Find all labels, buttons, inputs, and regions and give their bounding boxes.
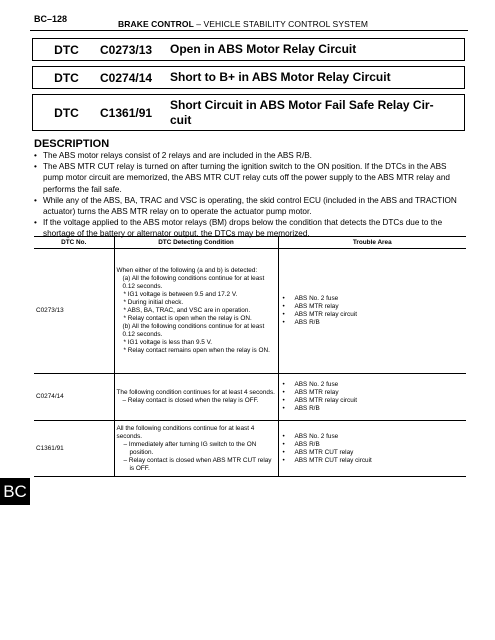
condition-line: All the following conditions continue for at least 4 seconds. — [116, 424, 255, 440]
dtc-number-cell: C1361/91 — [34, 421, 114, 477]
condition-line: When either of the following (a and b) is detected: — [116, 267, 258, 274]
trouble-area-item: • ABS R/B — [283, 319, 465, 327]
condition-line: (b) All the following conditions continue for at least 0.12 seconds. — [122, 323, 265, 338]
trouble-area-item: • ABS R/B — [283, 441, 465, 449]
column-header: DTC Detecting Condition — [114, 237, 278, 249]
trouble-area-cell — [278, 374, 466, 421]
condition-line: – Relay contact is closed when the relay is OFF. — [122, 397, 259, 404]
dtc-label: DTC — [54, 42, 79, 57]
dtc-title: Short Circuit in ABS Motor Fail Safe Relay Cir-cuit — [170, 97, 434, 127]
condition-line: * During initial check. — [123, 299, 184, 306]
trouble-area-item: • ABS No. 2 fuse — [283, 381, 465, 389]
dtc-table — [34, 236, 466, 477]
condition-cell — [114, 374, 278, 421]
dtc-number-cell: C0274/14 — [34, 374, 114, 421]
condition-line: The following condition continues for at least 4 seconds. — [116, 389, 275, 396]
description-heading: DESCRIPTION — [34, 138, 110, 150]
trouble-area-item: • ABS R/B — [283, 405, 465, 413]
description-item: • The ABS motor relays consist of 2 relays and are included in the ABS R/B. — [34, 150, 466, 161]
trouble-area-list — [281, 295, 465, 327]
dtc-code: C1361/91 — [100, 105, 153, 120]
table-row — [34, 374, 466, 421]
trouble-area-item: • ABS MTR relay — [283, 389, 465, 397]
condition-line: – Immediately after turning IG switch to the ON position. — [123, 440, 257, 456]
trouble-area-item: • ABS MTR relay — [283, 303, 465, 311]
dtc-label: DTC — [54, 105, 79, 120]
section-subtitle: – VEHICLE STABILITY CONTROL SYSTEM — [196, 19, 369, 29]
dtc-title: Short to B+ in ABS Motor Relay Circuit — [170, 70, 391, 84]
trouble-area-list — [281, 433, 465, 465]
dtc-title-box — [32, 38, 465, 61]
trouble-area-item: • ABS MTR CUT relay circuit — [283, 457, 465, 465]
trouble-area-item: • ABS MTR CUT relay — [283, 449, 465, 457]
dtc-label: DTC — [54, 70, 79, 85]
header-rule — [30, 30, 468, 31]
trouble-area-item: • ABS No. 2 fuse — [283, 295, 465, 303]
condition-line: * Relay contact remains open when the relay is ON. — [123, 347, 270, 354]
dtc-title: Open in ABS Motor Relay Circuit — [170, 42, 357, 56]
condition-cell — [114, 249, 278, 374]
trouble-area-cell — [278, 249, 466, 374]
description-item: • If the voltage applied to the ABS motor relays (BM) drops below the condition that detects the DTCs due to the shortage of the battery or alternator output, the DTCs may be memorized. — [34, 217, 466, 239]
table-row — [34, 249, 466, 374]
trouble-area-item: • ABS MTR relay circuit — [283, 311, 465, 319]
table-row — [34, 421, 466, 477]
page-number: BC–128 — [34, 14, 68, 24]
description-item: • While any of the ABS, BA, TRAC and VSC is operating, the skid control ECU (included in the ABS and TRACTION actuator) turns the ABS MTR relay on to operate the actuator pump motor. — [34, 195, 466, 217]
condition-line: – Relay contact is closed when ABS MTR CUT relay is OFF. — [123, 456, 272, 472]
condition-line: * IG1 voltage is less than 9.5 V. — [123, 339, 213, 346]
dtc-code: C0273/13 — [100, 42, 153, 57]
trouble-area-item: • ABS No. 2 fuse — [283, 433, 465, 441]
condition-line: (a) All the following conditions continue for at least 0.12 seconds. — [122, 275, 265, 290]
section-name: BRAKE CONTROL — [118, 19, 194, 29]
column-header: Trouble Area — [278, 237, 466, 249]
trouble-area-cell — [278, 421, 466, 477]
description-item: • The ABS MTR CUT relay is turned on after turning the ignition switch to the ON position. If the DTCs in the ABS pump motor circuit are memorized, the ABS MTR CUT relay cuts off the power supply to the ABS MTR relay and performs the fail safe. — [34, 161, 466, 195]
dtc-number-cell: C0273/13 — [34, 249, 114, 374]
trouble-area-item: • ABS MTR relay circuit — [283, 397, 465, 405]
section-header — [118, 19, 368, 29]
trouble-area-list — [281, 381, 465, 413]
condition-cell — [114, 421, 278, 477]
condition-line: * Relay contact is open when the relay is ON. — [123, 315, 252, 322]
dtc-title-box — [32, 66, 465, 89]
section-tab: BC — [0, 478, 30, 505]
dtc-title-box — [32, 94, 465, 131]
condition-line: * ABS, BA, TRAC, and VSC are in operation. — [123, 307, 251, 314]
description-list — [34, 150, 466, 240]
table-header-row — [34, 237, 466, 249]
condition-line: * IG1 voltage is between 9.5 and 17.2 V. — [123, 291, 238, 298]
dtc-code: C0274/14 — [100, 70, 153, 85]
column-header: DTC No. — [34, 237, 114, 249]
